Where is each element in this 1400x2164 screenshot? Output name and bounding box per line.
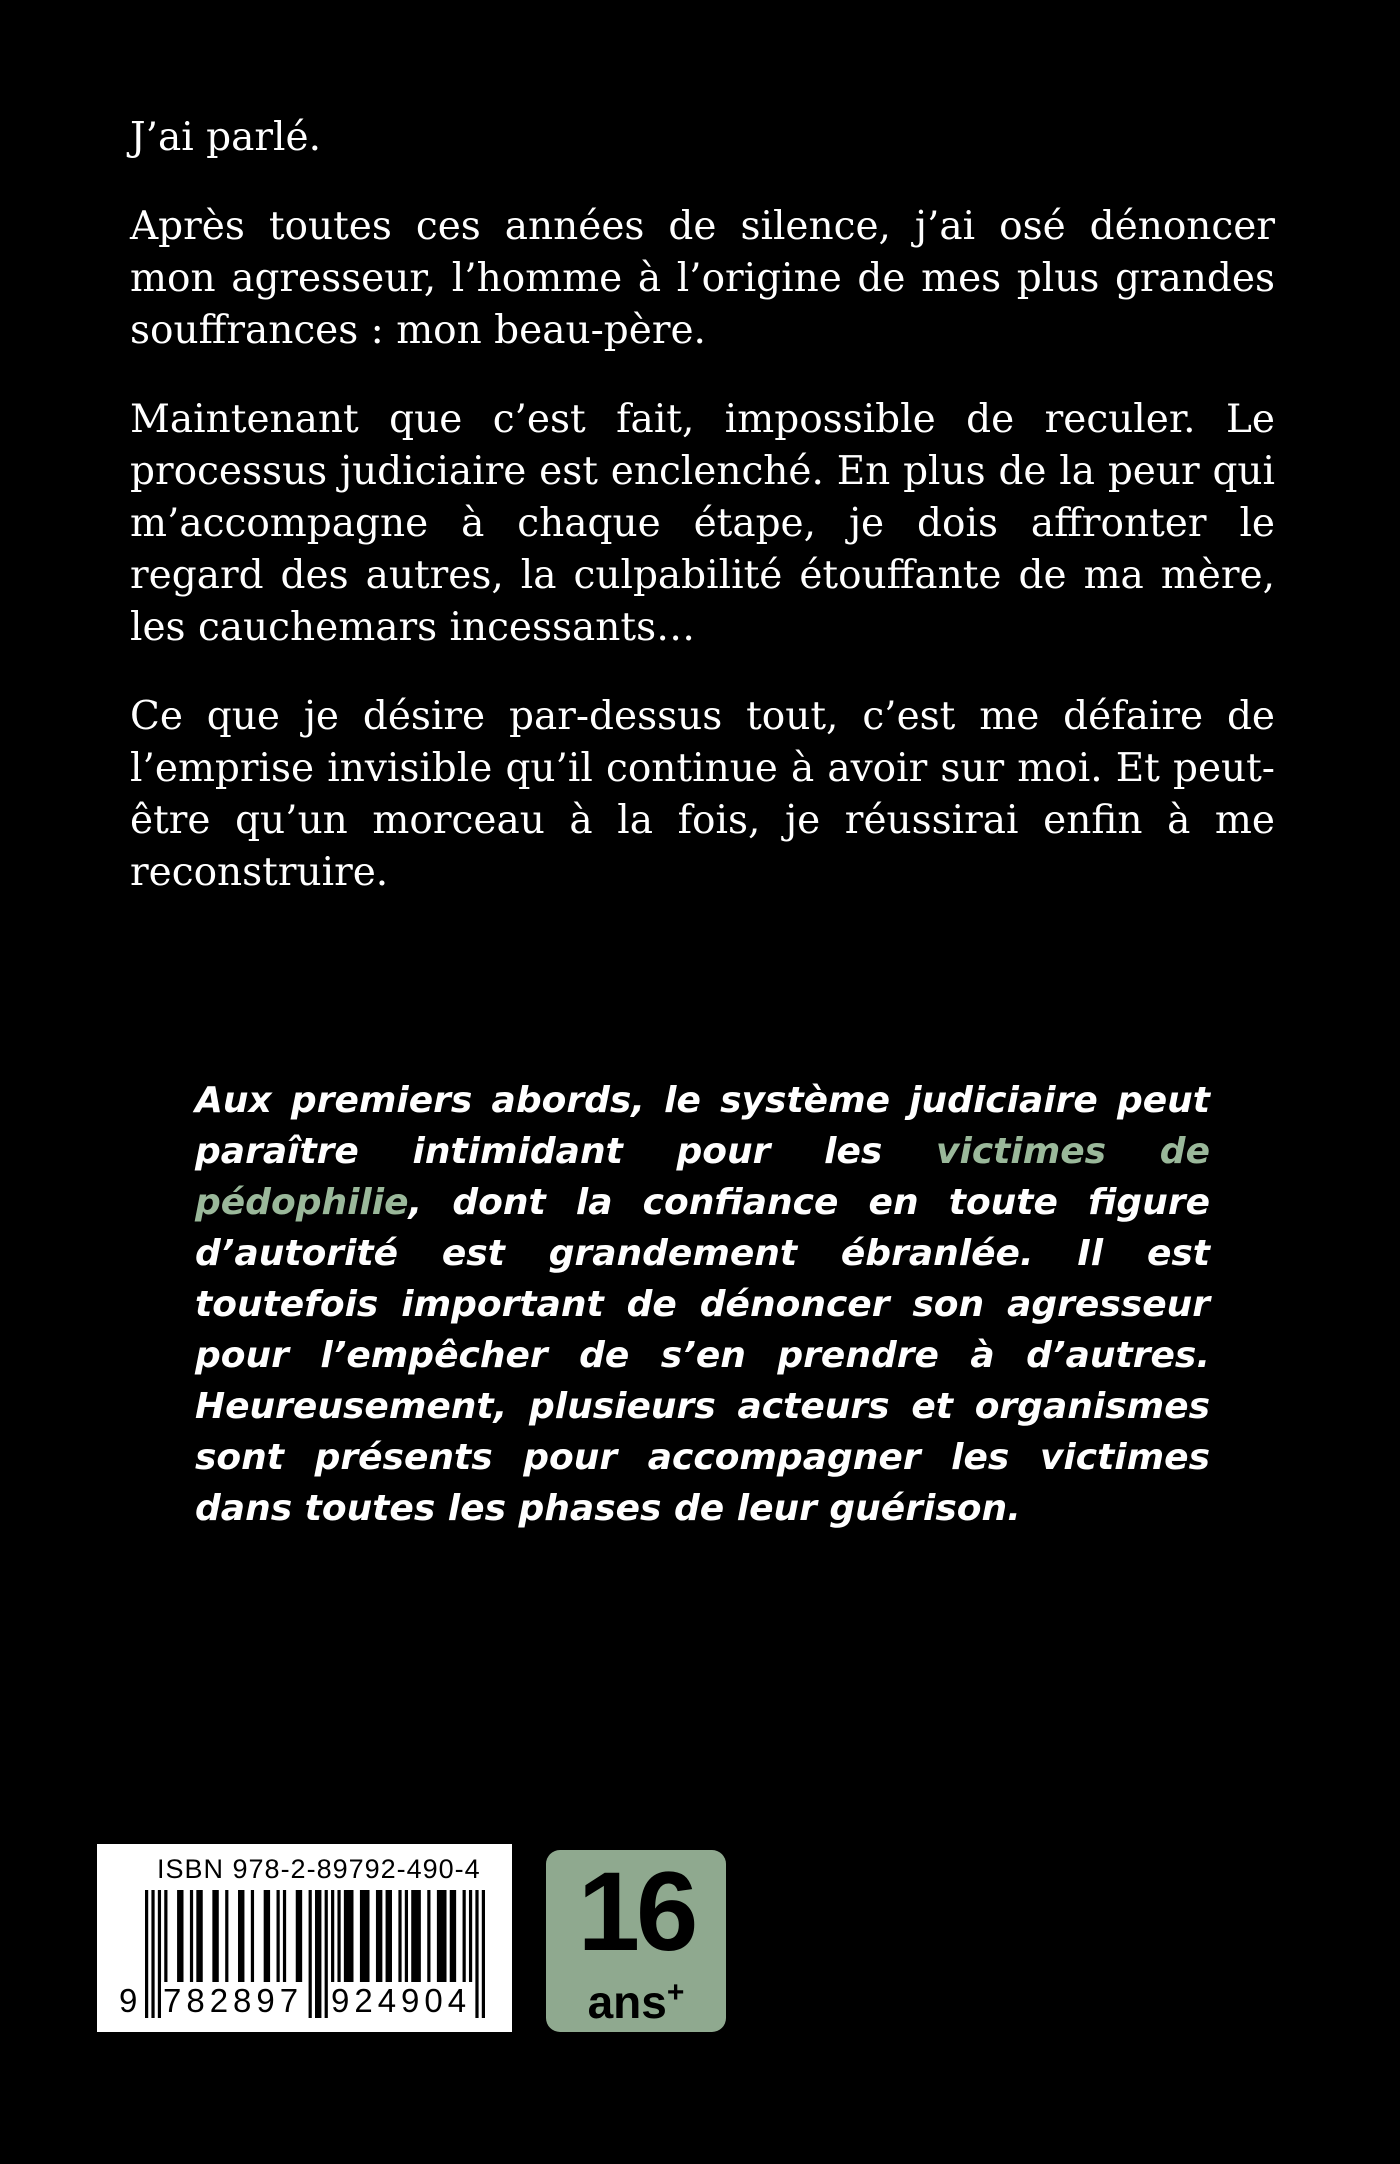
summary-paragraph: Maintenant que c’est fait, impossible de reculer. Le processus judiciaire est enclenché. En plus de la peur qui m’accompagne à chaque étape, je dois affronter le regard des autres, la culpabilité étouffante de ma mère, les cauchemars incessants…	[130, 397, 1275, 650]
blurb-text-end: , dont la confiance en toute figure d’autorité est grandement ébranlée. Il est toutefois important de dénoncer son agresseur pour l’empêcher de s’en prendre à d’autres. Heureusement, plusieurs acteurs et organismes sont présents pour accompagner les victimes dans toutes les phases de leur guérison.	[195, 1182, 1210, 1529]
blurb-text-start: Aux premiers abords, le système judiciaire peut paraître intimidant pour les	[195, 1080, 1210, 1172]
theme-blurb	[195, 1075, 1210, 1534]
age-rating-unit: ans	[587, 1976, 667, 2028]
barcode-bar	[145, 1890, 148, 2018]
summary-paragraph: J’ai parlé.	[130, 115, 321, 160]
ean-right-digits: 924904	[331, 1982, 472, 2019]
barcode-bar	[475, 1890, 478, 2018]
age-rating-badge	[546, 1850, 726, 2032]
summary-paragraph: Ce que je désire par-dessus tout, c’est me défaire de l’emprise invisible qu’il continue à avoir sur moi. Et peut-être qu’un morceau à la fois, je réussirai enfin à me reconstruire.	[130, 694, 1275, 895]
age-rating-number: 16	[577, 1849, 695, 1974]
ean-first-digit: 9	[119, 1982, 138, 2019]
isbn-barcode	[97, 1844, 512, 2032]
ean-left-digits: 782897	[163, 1982, 304, 2019]
barcode-bar	[325, 1890, 328, 2018]
barcode-bar	[482, 1890, 485, 2018]
summary-paragraph: Après toutes ces années de silence, j’ai osé dénoncer mon agresseur, l’homme à l’origine de mes plus grandes souffrances : mon beau-père.	[130, 204, 1275, 353]
age-rating-unit-wrap	[546, 1968, 726, 2027]
isbn-label: ISBN 978-2-89792-490-4	[157, 1854, 481, 1884]
barcode-bar	[151, 1890, 154, 2018]
blurb-highlight: victimes de pédophilie	[195, 1131, 1210, 1223]
age-rating-plus: +	[666, 1976, 685, 2009]
barcode-bar	[309, 1890, 312, 2018]
back-cover-summary	[130, 112, 1275, 899]
barcode-bar	[315, 1890, 321, 2018]
